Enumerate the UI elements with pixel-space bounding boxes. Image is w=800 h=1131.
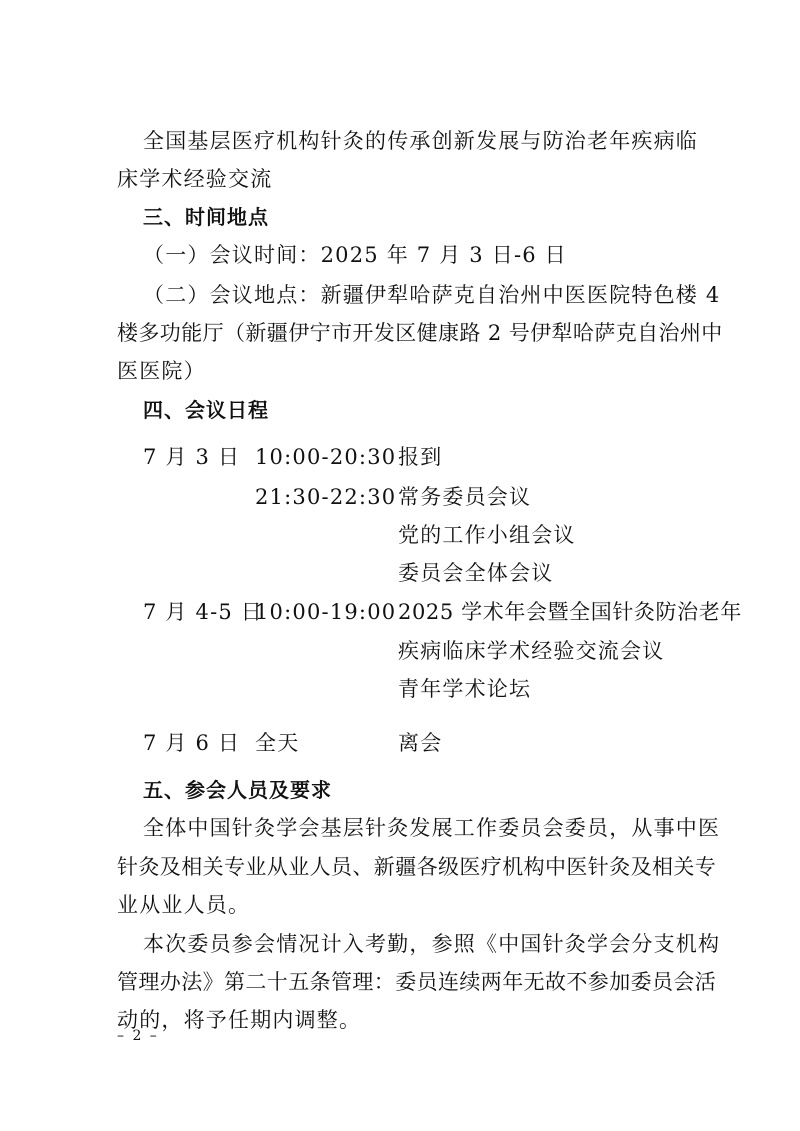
schedule-item: 党的工作小组会议 xyxy=(398,523,576,547)
requirements-p2-line-3: 动的，将予任期内调整。 xyxy=(117,1008,362,1032)
requirements-p1-line-2: 针灸及相关专业从业人员、新疆各级医疗机构中医针灸及相关专 xyxy=(117,855,717,879)
schedule-time: 21:30-22:30 xyxy=(255,485,397,509)
schedule-time: 全天 xyxy=(255,731,300,755)
schedule-item: 青年学术论坛 xyxy=(398,677,532,701)
page-number: – 2 – xyxy=(117,1028,159,1044)
intro-line-2: 床学术经验交流 xyxy=(117,167,273,191)
meeting-time: （一）会议时间：2025 年 7 月 3 日-6 日 xyxy=(143,243,567,267)
schedule-item: 2025 学术年会暨全国针灸防治老年 xyxy=(398,600,742,624)
schedule-time: 10:00-19:00 xyxy=(255,600,397,624)
schedule-date: 7 月 4-5 日 xyxy=(143,600,264,624)
intro-line-1: 全国基层医疗机构针灸的传承创新发展与防治老年疾病临 xyxy=(143,129,698,153)
requirements-p2-line-2: 管理办法》第二十五条管理：委员连续两年无故不参加委员会活 xyxy=(117,970,717,994)
schedule-date: 7 月 3 日 xyxy=(143,445,241,469)
requirements-p2-line-1: 本次委员参会情况计入考勤，参照《中国针灸学会分支机构 xyxy=(143,932,721,956)
schedule-date: 7 月 6 日 xyxy=(143,731,241,755)
meeting-place-line-1: （二）会议地点：新疆伊犁哈萨克自治州中医医院特色楼 4 xyxy=(143,283,721,307)
section-3-heading: 三、时间地点 xyxy=(143,205,269,229)
requirements-p1-line-1: 全体中国针灸学会基层针灸发展工作委员会委员，从事中医 xyxy=(143,816,721,840)
requirements-p1-line-3: 业从业人员。 xyxy=(117,893,251,917)
schedule-item: 离会 xyxy=(398,731,443,755)
schedule-item: 疾病临床学术经验交流会议 xyxy=(398,639,665,663)
schedule-item: 报到 xyxy=(398,445,443,469)
schedule-time: 10:00-20:30 xyxy=(255,445,397,469)
section-5-heading: 五、参会人员及要求 xyxy=(143,778,332,802)
schedule-item: 常务委员会议 xyxy=(398,485,532,509)
schedule-item: 委员会全体会议 xyxy=(398,561,554,585)
section-4-heading: 四、会议日程 xyxy=(143,398,269,422)
meeting-place-line-3: 医医院） xyxy=(117,359,206,383)
meeting-place-line-2: 楼多功能厅（新疆伊宁市开发区健康路 2 号伊犁哈萨克自治州中 xyxy=(117,321,723,345)
